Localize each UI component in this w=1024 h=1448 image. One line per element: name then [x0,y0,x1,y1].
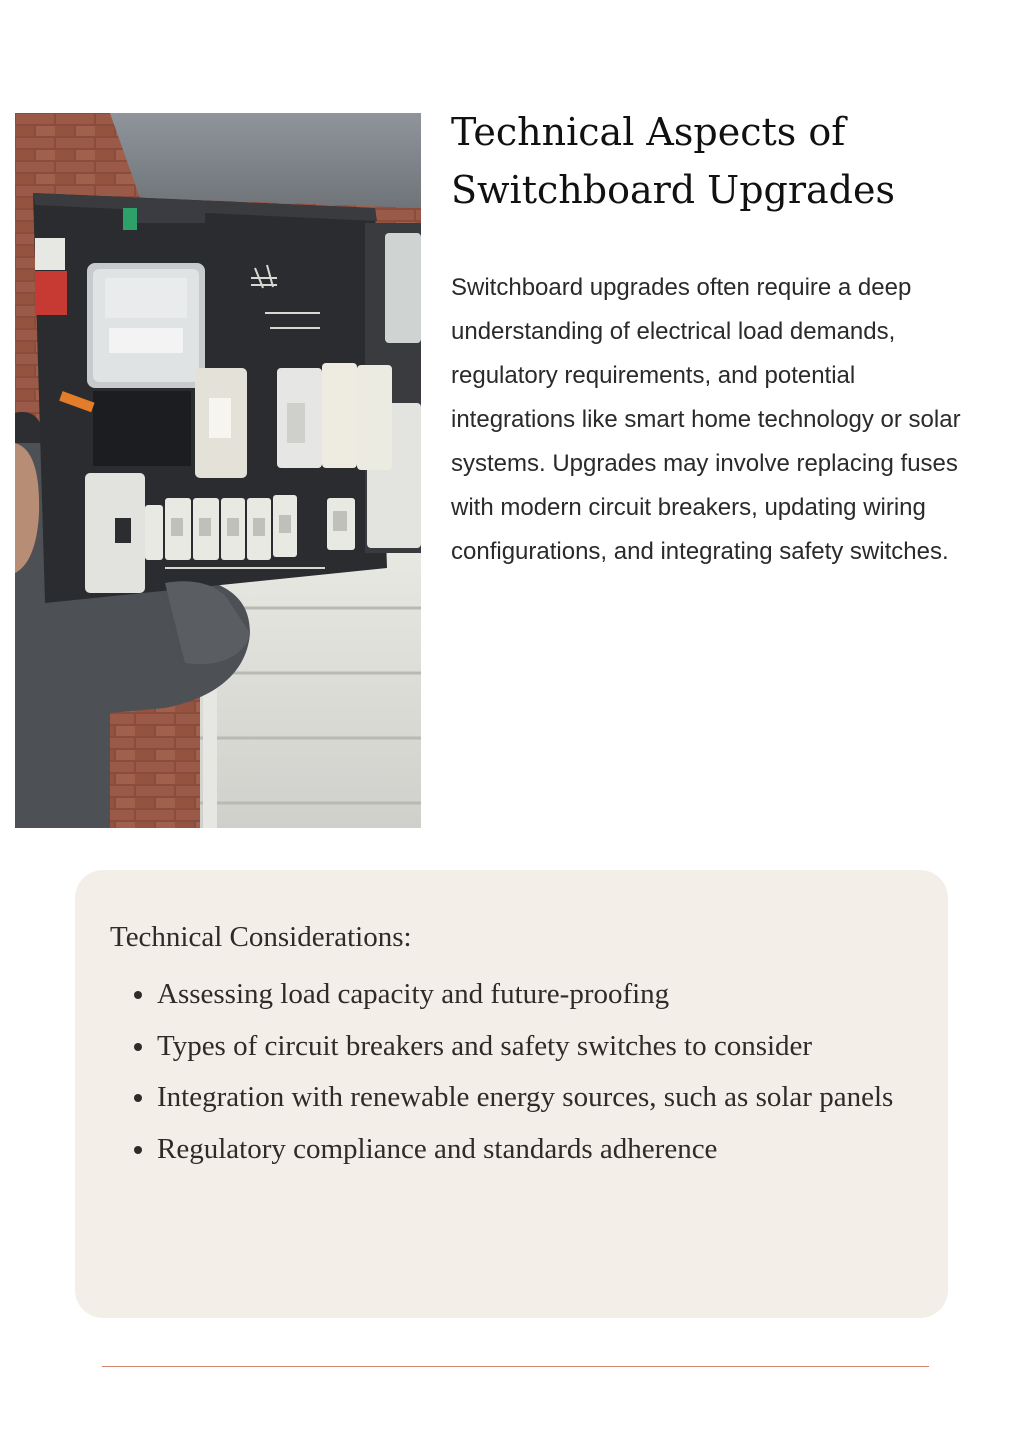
considerations-heading: Technical Considerations: [110,921,412,953]
list-item: • Regulatory compliance and standards adherence [157,1124,957,1176]
footer-divider [102,1366,929,1367]
switchboard-photo [15,113,421,828]
list-item: • Integration with renewable energy sources, such as solar panels [157,1072,957,1124]
considerations-card [75,870,948,1318]
list-item: • Assessing load capacity and future-proofing [157,969,957,1021]
intro-paragraph: Switchboard upgrades often require a deep understanding of electrical load demands, regulatory requirements, and potential integrations like smart home technology or solar systems. Upgrades may involve replacing fuses with modern circuit breakers, updating wiring configurations, and integrating safety switches. [451,274,961,565]
list-item: • Types of circuit breakers and safety switches to consider [157,1021,957,1073]
page-title: Technical Aspects of Switchboard Upgrades [451,110,895,212]
considerations-list [110,969,957,1175]
